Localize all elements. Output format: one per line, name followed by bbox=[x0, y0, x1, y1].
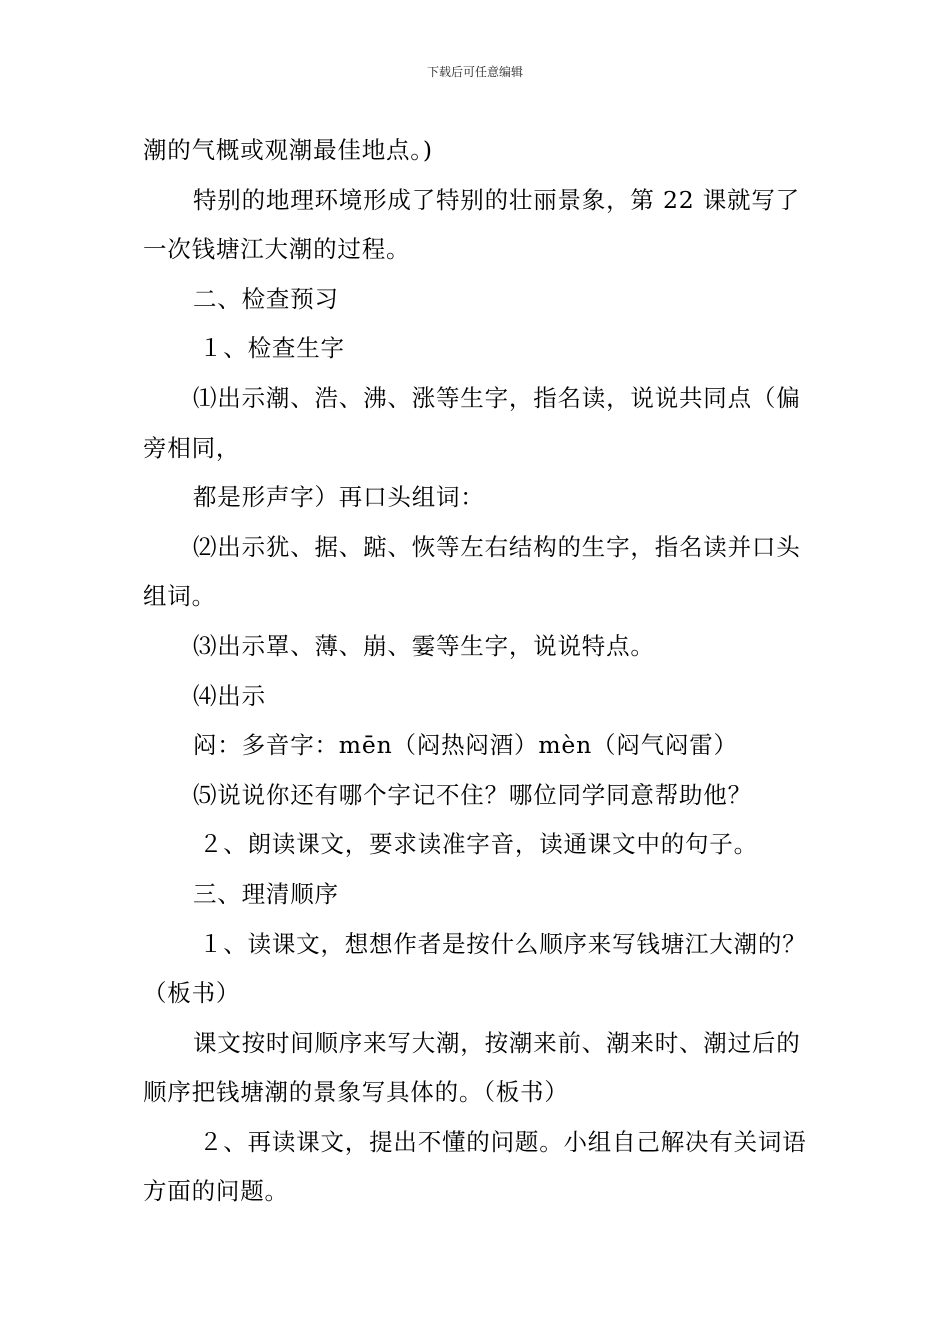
paragraph: 潮的气概或观潮最佳地点。) bbox=[143, 136, 433, 164]
paragraph: 闷：多音字：mēn（闷热闷酒）mèn（闷气闷雷） bbox=[193, 731, 738, 760]
paragraph: ⑴出示潮、浩、沸、涨等生字，指名读，说说共同点（偏旁相同， bbox=[143, 383, 801, 462]
paragraph: 二、检查预习 bbox=[193, 284, 339, 313]
paragraph: 三、理清顺序 bbox=[193, 879, 339, 908]
paragraph: 都是形声字）再口头组词： bbox=[193, 483, 485, 512]
paragraph: 特别的地理环境形成了特别的壮丽景象，第 22 课就写了一次钱塘江大潮的过程。 bbox=[143, 185, 800, 264]
paragraph: ２、朗读课文，要求读准字音，读通课文中的句子。 bbox=[199, 830, 758, 859]
paragraph: ⑸说说你还有哪个字记不住？哪位同学同意帮助他？ bbox=[193, 780, 752, 809]
page-header: 下载后可任意编辑 bbox=[426, 65, 523, 79]
paragraph: １、读课文，想想作者是按什么顺序来写钱塘江大潮的？（板书） bbox=[143, 929, 807, 1008]
paragraph: ⑶出示罩、薄、崩、霎等生字，说说特点。 bbox=[193, 631, 655, 660]
paragraph: ２、再读课文，提出不懂的问题。小组自己解决有关词语方面的问题。 bbox=[143, 1127, 807, 1206]
paragraph: ⑷出示 bbox=[193, 681, 266, 710]
paragraph: 课文按时间顺序来写大潮，按潮来前、潮来时、潮过后的顺序把钱塘潮的景象写具体的。（板书） bbox=[143, 1028, 801, 1107]
paragraph: ⑵出示犹、据、踮、恢等左右结构的生字，指名读并口头组词。 bbox=[143, 532, 801, 611]
document-body bbox=[143, 126, 807, 1217]
paragraph: １、检查生字 bbox=[199, 334, 345, 363]
